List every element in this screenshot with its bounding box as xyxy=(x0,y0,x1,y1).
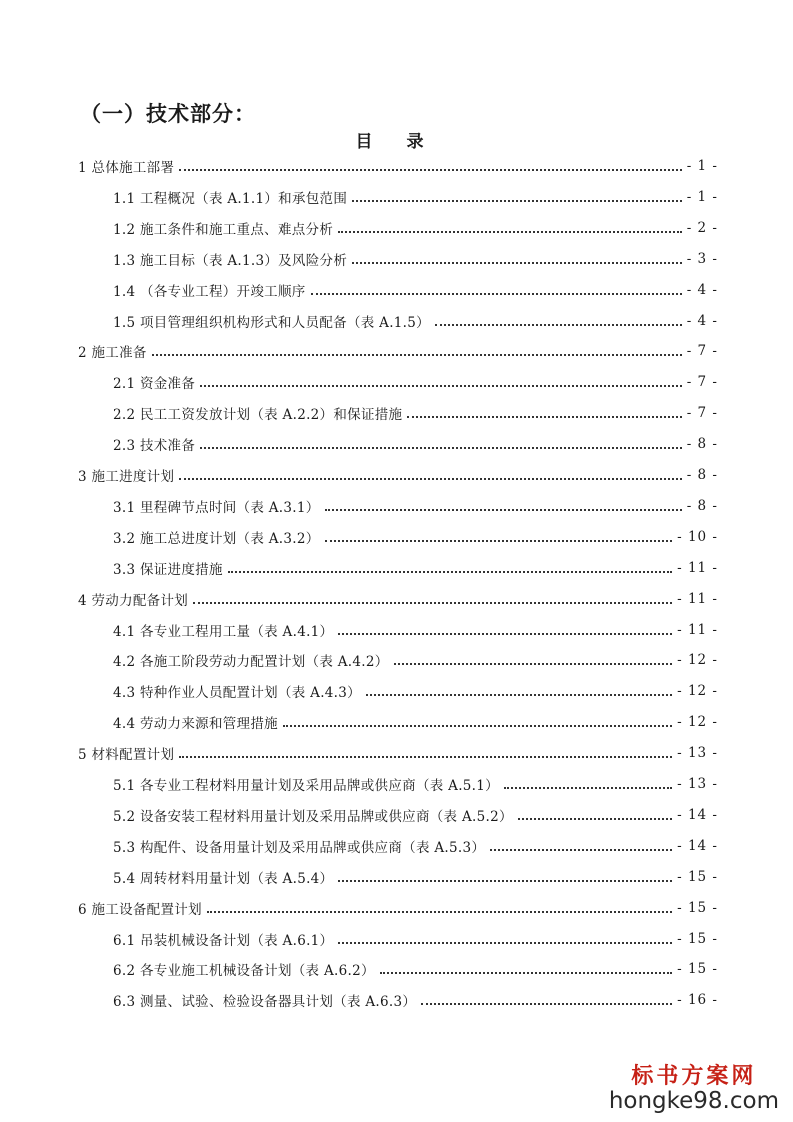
toc-entry-page: - 16 - xyxy=(677,992,718,1009)
toc-entry-page: - 4 - xyxy=(686,312,718,329)
toc-dot-leader xyxy=(311,293,682,295)
toc-section-entry[interactable] xyxy=(113,401,718,425)
toc-dot-leader xyxy=(179,478,681,480)
toc-entry-page: - 11 - xyxy=(677,621,718,638)
toc-entry-page: - 4 - xyxy=(686,281,718,298)
toc-chapter-entry[interactable] xyxy=(78,463,718,487)
toc-section-entry[interactable] xyxy=(113,834,718,858)
toc-entry-label: 5.1 各专业工程材料用量计划及采用品牌或供应商（表 A.5.1） xyxy=(113,778,499,794)
toc-dot-leader xyxy=(338,633,672,635)
toc-dot-leader xyxy=(325,509,682,511)
toc-dot-leader xyxy=(490,849,672,851)
toc-section-entry[interactable] xyxy=(113,370,718,394)
toc-section-entry[interactable] xyxy=(113,710,718,734)
toc-dot-leader xyxy=(407,416,681,418)
toc-dot-leader xyxy=(228,571,672,573)
toc-entry-page: - 12 - xyxy=(677,714,718,731)
toc-entry-page: - 12 - xyxy=(677,652,718,669)
toc-dot-leader xyxy=(179,756,672,758)
toc-entry-label: 6.2 各专业施工机械设备计划（表 A.6.2） xyxy=(113,963,375,980)
toc-entry-label: 2.3 技术准备 xyxy=(113,438,196,455)
toc-dot-leader xyxy=(325,540,673,542)
toc-dot-leader xyxy=(200,385,682,387)
toc-entry-label: 5.4 周转材料用量计划（表 A.5.4） xyxy=(113,870,334,887)
toc-chapter-entry[interactable] xyxy=(78,896,718,920)
toc-entry-page: - 13 - xyxy=(677,776,718,792)
toc-section-entry[interactable] xyxy=(113,803,718,827)
toc-entry-page: - 2 - xyxy=(686,219,718,236)
toc-dot-leader xyxy=(338,880,672,882)
toc-entry-label: 5 材料配置计划 xyxy=(78,747,175,764)
toc-entry-label: 6.1 吊装机械设备计划（表 A.6.1） xyxy=(113,932,334,949)
toc-section-entry[interactable] xyxy=(113,494,718,518)
toc-section-entry[interactable] xyxy=(113,957,718,981)
toc-heading: 目 录 xyxy=(355,132,438,152)
toc-dot-leader xyxy=(352,200,682,202)
toc-entry-label: 3.1 里程碑节点时间（表 A.3.1） xyxy=(113,499,320,516)
toc-section-entry[interactable] xyxy=(113,216,718,240)
toc-entry-page: - 10 - xyxy=(677,528,718,545)
toc-entry-label: 5.2 设备安装工程材料用量计划及采用品牌或供应商（表 A.5.2） xyxy=(113,808,513,825)
toc-entry-label: 3.2 施工总进度计划（表 A.3.2） xyxy=(113,530,320,547)
toc-entry-label: 4.3 特种作业人员配置计划（表 A.4.3） xyxy=(113,685,361,702)
toc-entry-page: - 15 - xyxy=(677,930,718,947)
toc-section-entry[interactable] xyxy=(113,525,718,549)
toc-entry-label: 2.2 民工工资发放计划（表 A.2.2）和保证措施 xyxy=(113,407,403,424)
toc-entry-label: 6.3 测量、试验、检验设备器具计划（表 A.6.3） xyxy=(113,994,417,1011)
toc-dot-leader xyxy=(207,911,672,913)
toc-entry-label: 2.1 资金准备 xyxy=(113,376,196,393)
toc-section-entry[interactable] xyxy=(113,309,718,333)
toc-entry-page: - 3 - xyxy=(686,250,718,267)
toc-entry-page: - 14 - xyxy=(677,837,718,854)
toc-dot-leader xyxy=(504,787,672,789)
toc-entry-page: - 14 - xyxy=(677,806,718,823)
toc-dot-leader xyxy=(200,447,682,449)
toc-dot-leader xyxy=(283,725,672,727)
toc-entry-page: - 7 - xyxy=(686,343,718,360)
toc-entry-page: - 7 - xyxy=(686,374,718,391)
toc-entry-label: 1.2 施工条件和施工重点、难点分析 xyxy=(113,221,334,238)
toc-section-entry[interactable] xyxy=(113,988,718,1012)
toc-chapter-entry[interactable] xyxy=(78,587,718,611)
toc-entry-label: 5.3 构配件、设备用量计划及采用品牌或供应商（表 A.5.3） xyxy=(113,839,486,856)
toc-entry-label: 4.1 各专业工程用工量（表 A.4.1） xyxy=(113,623,334,640)
toc-entry-label: 4 劳动力配备计划 xyxy=(78,592,189,609)
toc-entry-page: - 8 - xyxy=(686,497,718,514)
toc-section-entry[interactable] xyxy=(113,247,718,271)
toc-dot-leader xyxy=(179,169,681,171)
toc-dot-leader xyxy=(352,262,682,264)
toc-dot-leader xyxy=(152,354,682,356)
toc-entry-label: 1.1 工程概况（表 A.1.1）和承包范围 xyxy=(113,190,348,207)
toc-entry-page: - 15 - xyxy=(677,961,718,978)
toc-entry-label: 1.3 施工目标（表 A.1.3）及风险分析 xyxy=(113,252,348,269)
toc-entry-label: 3 施工进度计划 xyxy=(78,469,175,485)
toc-entry-page: - 15 - xyxy=(677,868,718,885)
toc-section-entry[interactable] xyxy=(113,278,718,302)
toc-dot-leader xyxy=(338,942,672,944)
toc-section-entry[interactable] xyxy=(113,618,718,642)
toc-entry-label: 4.4 劳动力来源和管理措施 xyxy=(113,716,278,733)
toc-section-entry[interactable] xyxy=(113,556,718,580)
toc-entry-label: 1 总体施工部署 xyxy=(78,160,175,176)
toc-chapter-entry[interactable] xyxy=(78,741,718,765)
toc-dot-leader xyxy=(366,694,672,696)
toc-entry-page: - 11 - xyxy=(677,590,718,607)
toc-section-entry[interactable] xyxy=(113,865,718,889)
toc-dot-leader xyxy=(193,602,672,604)
watermark-logo xyxy=(609,1059,779,1114)
toc-entry-label: 3.3 保证进度措施 xyxy=(113,561,223,578)
toc-section-entry[interactable] xyxy=(113,185,718,209)
toc-entry-page: - 1 - xyxy=(686,188,718,205)
toc-section-entry[interactable] xyxy=(113,679,718,703)
section-title: （一）技术部分： xyxy=(80,102,256,126)
toc-entry-page: - 1 - xyxy=(686,158,718,174)
toc-entry-page: - 13 - xyxy=(677,745,718,762)
toc-entry-label: 1.5 项目管理组织机构形式和人员配备（表 A.1.5） xyxy=(113,314,430,331)
toc-dot-leader xyxy=(338,231,682,233)
watermark-cn: 标书方案网 xyxy=(631,1063,757,1089)
toc-dot-leader xyxy=(435,324,682,326)
toc-section-entry[interactable] xyxy=(113,648,718,672)
toc-entry-label: 6 施工设备配置计划 xyxy=(78,901,202,918)
toc-chapter-entry[interactable] xyxy=(78,339,718,363)
toc-entry-page: - 7 - xyxy=(686,405,718,422)
toc-section-entry[interactable] xyxy=(113,927,718,951)
toc-entry-page: - 12 - xyxy=(677,683,718,700)
toc-dot-leader xyxy=(518,818,672,820)
toc-entry-label: 1.4 （各专业工程）开竣工顺序 xyxy=(113,283,306,300)
toc-entry-page: - 11 - xyxy=(677,559,718,576)
toc-section-entry[interactable] xyxy=(113,432,718,456)
toc-dot-leader xyxy=(421,1003,672,1005)
toc-dot-leader xyxy=(380,972,672,974)
toc-entry-label: 2 施工准备 xyxy=(78,345,147,362)
toc-entry-label: 4.2 各施工阶段劳动力配置计划（表 A.4.2） xyxy=(113,654,389,671)
toc-entry-page: - 8 - xyxy=(686,467,718,483)
toc-dot-leader xyxy=(394,663,673,665)
watermark-en: hongke98.com xyxy=(608,1088,779,1114)
toc-entry-page: - 8 - xyxy=(686,436,718,453)
toc-entry-page: - 15 - xyxy=(677,899,718,916)
toc-chapter-entry[interactable] xyxy=(78,154,718,178)
toc-section-entry[interactable] xyxy=(113,772,718,796)
